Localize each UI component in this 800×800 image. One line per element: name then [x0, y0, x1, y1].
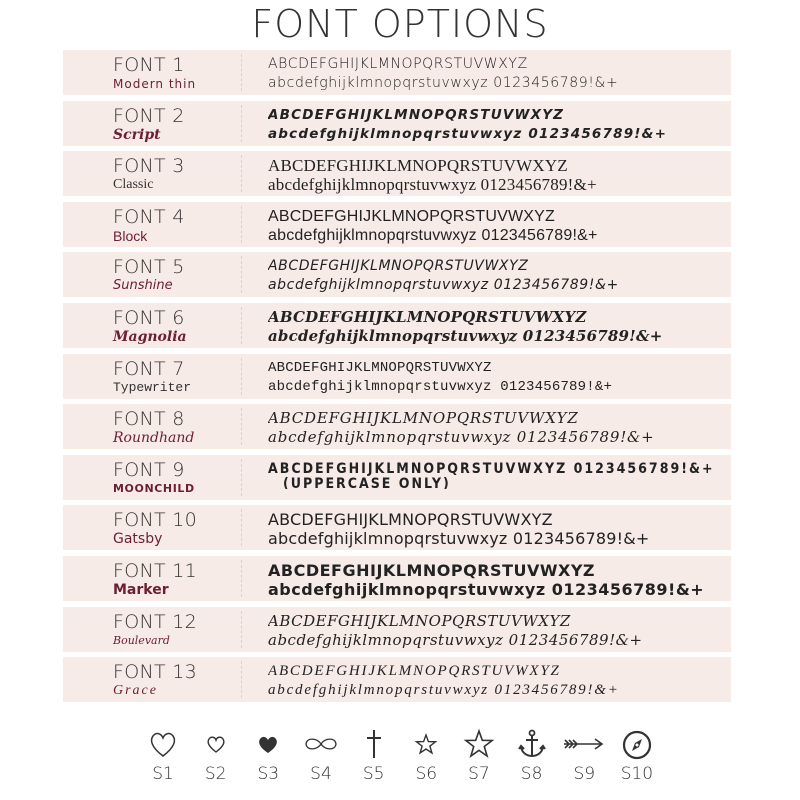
row-divider [241, 155, 242, 192]
font-number: FONT 3 [113, 155, 185, 178]
font-number: FONT 2 [113, 104, 185, 127]
font-label [113, 460, 233, 497]
font-label [113, 55, 233, 92]
font-style-name: Sunshine [113, 278, 173, 294]
symbol-label: S7 [468, 764, 490, 784]
symbol-option-s1 [140, 728, 186, 784]
symbol-label: S8 [520, 764, 543, 784]
font-sample-uppercase: ABCDEFGHIJKLMNOPQRSTUVWXYZ [268, 409, 579, 428]
symbol-label: S10 [620, 764, 654, 784]
font-option-row [63, 252, 731, 297]
font-sample-lowercase: abcdefghijklmnopqrstuvwxyz 0123456789!&+ [268, 175, 597, 195]
font-label [113, 308, 233, 345]
font-sample-uppercase: ABCDEFGHIJKLMNOPQRSTUVWXYZ [268, 106, 565, 123]
font-number: FONT 8 [113, 408, 185, 431]
font-sample [268, 106, 728, 144]
font-sample [268, 55, 728, 93]
font-sample-lowercase: abcdefghijklmnopqrstuvwxyz 0123456789!&+ [268, 378, 613, 395]
cross-icon [358, 728, 390, 760]
font-number: FONT 11 [113, 559, 198, 582]
row-divider [241, 206, 242, 243]
font-option-row [63, 455, 731, 500]
row-divider [241, 256, 242, 293]
symbol-options [140, 728, 660, 784]
font-style-name: Boulevard [113, 633, 170, 647]
font-sample [268, 409, 728, 447]
infinity-icon [301, 728, 341, 760]
star-large-outline-icon [463, 728, 495, 760]
font-sample [268, 612, 728, 650]
font-sample-uppercase: ABCDEFGHIJKLMNOPQRSTUVWXYZ [268, 510, 553, 530]
font-style-name: Magnolia [113, 328, 187, 345]
font-label [113, 156, 233, 193]
font-number: FONT 5 [113, 256, 185, 279]
font-sample-uppercase: ABCDEFGHIJKLMNOPQRSTUVWXYZ [268, 663, 561, 680]
row-divider [241, 459, 242, 496]
font-sample [268, 460, 728, 489]
symbol-option-s8 [509, 728, 555, 784]
font-number: FONT 10 [113, 509, 198, 532]
row-divider [241, 408, 242, 445]
font-sample [268, 156, 728, 194]
font-sample-uppercase: ABCDEFGHIJKLMNOPQRSTUVWXYZ [268, 560, 596, 580]
anchor-icon [516, 728, 548, 760]
font-number: FONT 7 [113, 357, 185, 380]
font-options-list [63, 50, 731, 708]
font-sample-uppercase: ABCDEFGHIJKLMNOPQRSTUVWXYZ [268, 56, 528, 72]
compass-icon [621, 728, 653, 760]
symbol-option-s5 [351, 728, 397, 784]
font-option-row [63, 556, 731, 601]
font-sample-note: (UPPERCASE ONLY) [283, 475, 451, 489]
font-style-name: Gatsby [113, 531, 163, 548]
symbol-option-s2 [193, 728, 239, 784]
font-number: FONT 9 [113, 458, 185, 481]
font-sample [268, 662, 728, 700]
heart-filled-icon [252, 728, 284, 760]
symbol-option-s4 [298, 728, 344, 784]
font-option-row [63, 50, 731, 95]
font-style-name: Typewriter [113, 379, 192, 395]
font-sample-lowercase: abcdefghijklmnopqrstuvwxyz 0123456789!&+ [268, 630, 643, 649]
symbol-option-s3 [245, 728, 291, 784]
font-label [113, 510, 233, 547]
font-sample-uppercase: ABCDEFGHIJKLMNOPQRSTUVWXYZ [268, 207, 556, 225]
row-divider [241, 611, 242, 648]
star-outline-icon [410, 728, 442, 760]
font-sample-uppercase: ABCDEFGHIJKLMNOPQRSTUVWXYZ [268, 611, 571, 630]
font-option-row [63, 404, 731, 449]
font-sample-uppercase: ABCDEFGHIJKLMNOPQRSTUVWXYZ [268, 359, 492, 376]
font-sample-lowercase: abcdefghijklmnopqrstuvwxyz 0123456789!&+ [268, 579, 705, 599]
font-number: FONT 1 [113, 54, 185, 76]
font-sample-lowercase: abcdefghijklmnopqrstuvwxyz 0123456789!&+ [268, 277, 619, 294]
font-option-row [63, 607, 731, 652]
font-sample [268, 359, 728, 397]
font-sample-lowercase: abcdefghijklmnopqrstuvwxyz 0123456789!&+ [268, 226, 598, 244]
font-style-name: Marker [113, 581, 169, 598]
font-label [113, 409, 233, 446]
font-option-row [63, 151, 731, 196]
font-option-row [63, 303, 731, 348]
font-option-row [63, 354, 731, 399]
row-divider [241, 105, 242, 142]
font-style-name: Roundhand [113, 430, 195, 447]
font-label [113, 561, 233, 598]
font-sample-lowercase: abcdefghijklmnopqrstuvwxyz 0123456789!&+ [268, 75, 619, 91]
symbol-option-s10 [614, 728, 660, 784]
font-number: FONT 12 [113, 610, 198, 633]
font-label [113, 257, 233, 294]
heart-outline-icon [147, 728, 179, 760]
font-label [113, 612, 233, 649]
font-sample-uppercase: ABCDEFGHIJKLMNOPQRSTUVWXYZ [268, 156, 568, 176]
symbol-label: S4 [310, 764, 332, 784]
font-sample-lowercase: abcdefghijklmnopqrstuvwxyz 0123456789!&+ [268, 326, 663, 345]
symbol-option-s7 [456, 728, 502, 784]
font-label [113, 662, 233, 699]
row-divider [241, 560, 242, 597]
font-label [113, 106, 233, 143]
font-option-row [63, 657, 731, 702]
font-sample-lowercase: abcdefghijklmnopqrstuvwxyz 0123456789!&+ [268, 529, 650, 549]
font-label [113, 359, 233, 396]
font-sample [268, 510, 728, 548]
font-style-name: Classic [113, 177, 154, 193]
font-option-row [63, 505, 731, 550]
symbol-option-s9 [561, 728, 607, 784]
font-option-row [63, 101, 731, 146]
symbol-label: S1 [152, 764, 174, 784]
font-option-row [63, 202, 731, 247]
row-divider [241, 661, 242, 698]
font-style-name: MOONCHILD [113, 481, 195, 495]
font-number: FONT 4 [113, 205, 185, 228]
row-divider [241, 358, 242, 395]
symbol-label: S9 [573, 764, 596, 784]
row-divider [241, 307, 242, 344]
symbol-option-s6 [403, 728, 449, 784]
font-sample-uppercase: ABCDEFGHIJKLMNOPQRSTUVWXYZ [268, 307, 587, 326]
small-heart-outline-icon [200, 728, 232, 760]
symbol-label: S5 [362, 764, 385, 784]
font-sample [268, 257, 728, 295]
font-sample-lowercase: abcdefghijklmnopqrstuvwxyz 0123456789!&+ [268, 682, 620, 699]
font-sample-lowercase: abcdefghijklmnopqrstuvwxyz 0123456789!&+ [268, 125, 668, 142]
symbol-label: S3 [257, 764, 280, 784]
font-style-name: Modern thin [113, 77, 197, 91]
symbol-label: S2 [204, 764, 227, 784]
font-number: FONT 13 [113, 661, 198, 684]
font-style-name: Script [113, 126, 161, 143]
page-title: FONT OPTIONS [251, 2, 549, 46]
arrow-icon [562, 728, 606, 760]
font-sample [268, 308, 728, 346]
font-label [113, 207, 233, 244]
row-divider [241, 54, 242, 91]
font-sample [268, 561, 728, 599]
font-number: FONT 6 [113, 306, 185, 329]
font-sample [268, 207, 728, 245]
symbol-label: S6 [415, 764, 438, 784]
font-style-name: Block [113, 227, 148, 244]
row-divider [241, 509, 242, 546]
font-style-name: Grace [113, 683, 158, 699]
font-sample-uppercase: ABCDEFGHIJKLMNOPQRSTUVWXYZ 0123456789!&+ [268, 460, 715, 477]
font-sample-lowercase: abcdefghijklmnopqrstuvwxyz 0123456789!&+ [268, 428, 655, 447]
font-sample-uppercase: ABCDEFGHIJKLMNOPQRSTUVWXYZ [268, 258, 529, 275]
